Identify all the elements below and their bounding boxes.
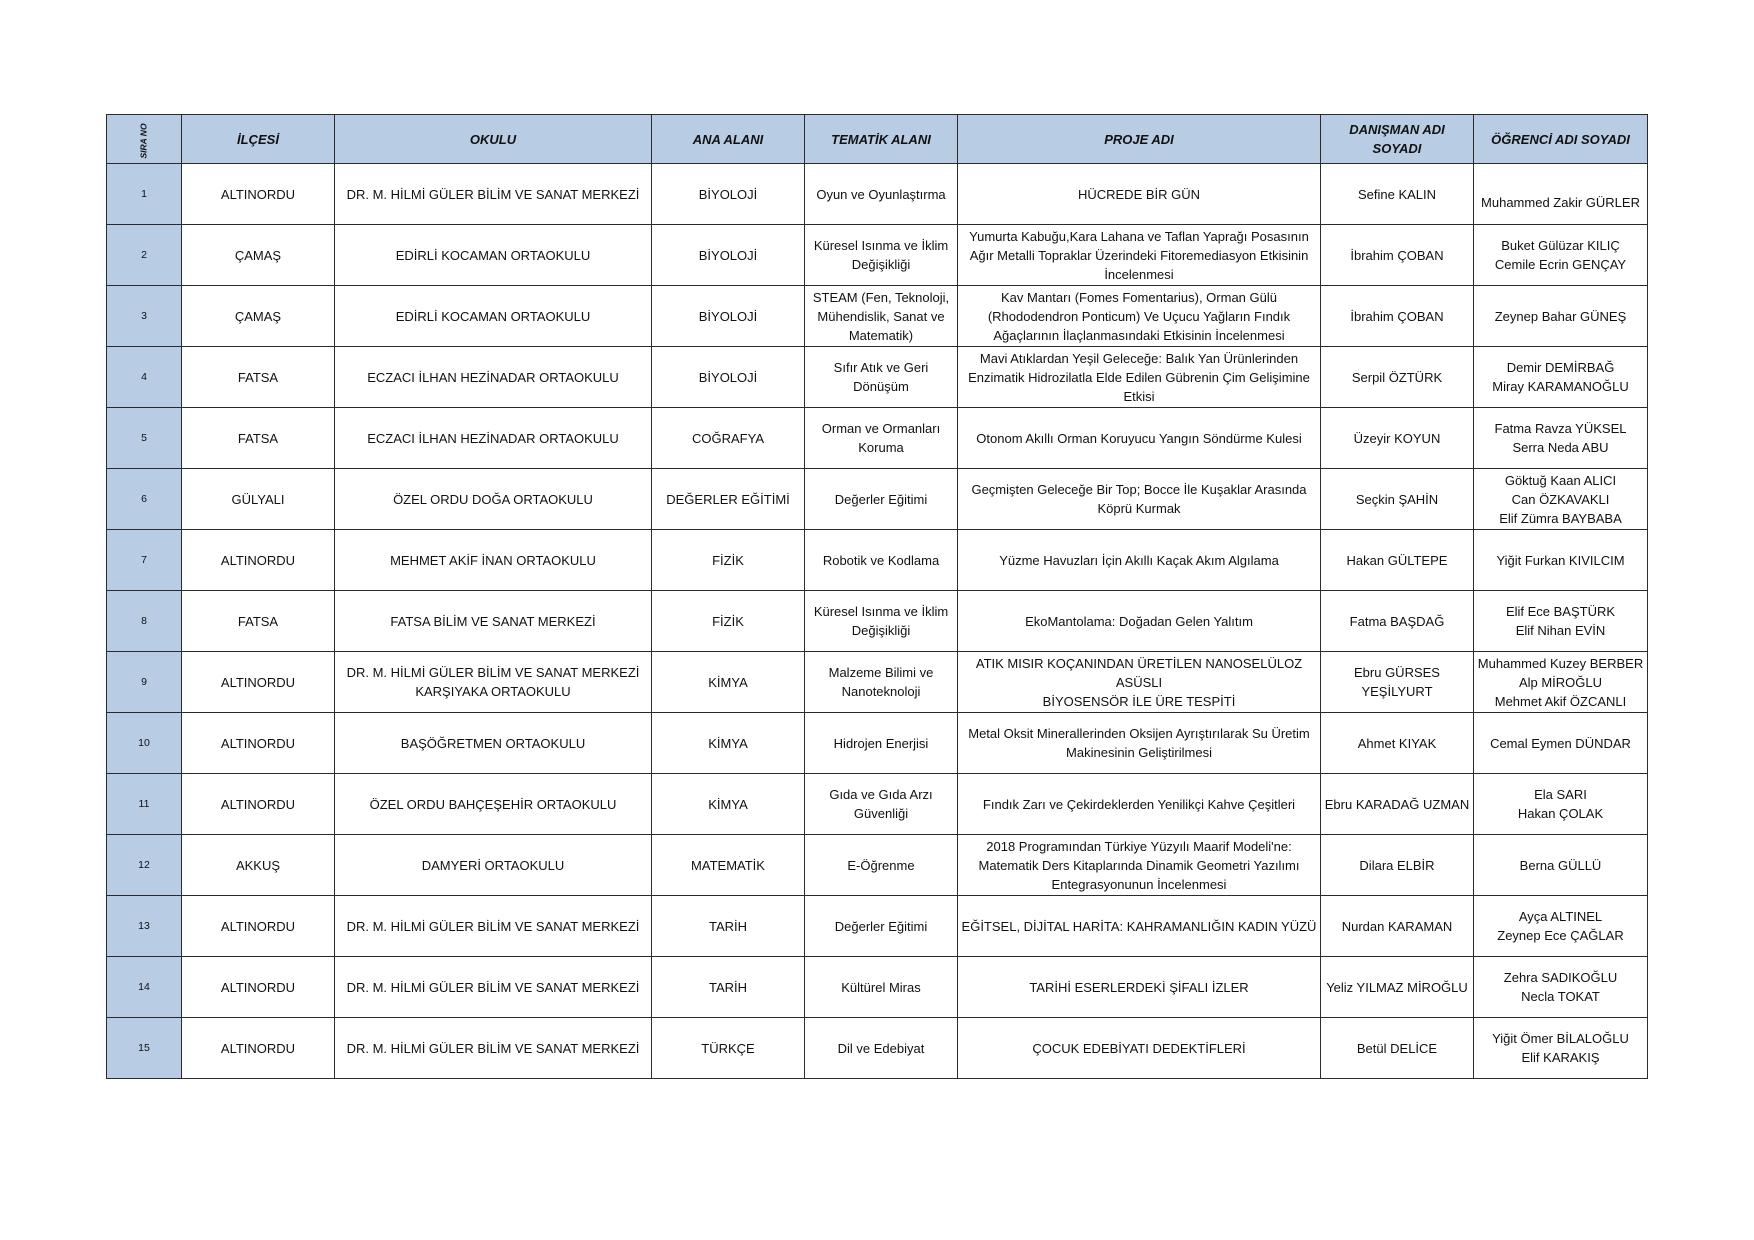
cell-okul: ÖZEL ORDU DOĞA ORTAOKULU (335, 469, 652, 530)
cell-proje-adi: EĞİTSEL, DİJİTAL HARİTA: KAHRAMANLIĞIN KADIN YÜZÜ (958, 896, 1321, 957)
cell-proje-adi: Metal Oksit Minerallerinden Oksijen Ayrıştırılarak Su Üretim Makinesinin Geliştirilmesi (958, 713, 1321, 774)
cell-tematik-alan: E-Öğrenme (805, 835, 958, 896)
cell-ogrenci: Cemal Eymen DÜNDAR (1474, 713, 1648, 774)
cell-tematik-alan: Gıda ve Gıda Arzı Güvenliği (805, 774, 958, 835)
cell-sira-no: 6 (107, 469, 182, 530)
table-row (107, 347, 1648, 408)
cell-okul: DAMYERİ ORTAOKULU (335, 835, 652, 896)
cell-sira-no: 5 (107, 408, 182, 469)
cell-danisman: Üzeyir KOYUN (1321, 408, 1474, 469)
cell-okul: ECZACI İLHAN HEZİNADAR ORTAOKULU (335, 408, 652, 469)
cell-okul: BAŞÖĞRETMEN ORTAOKULU (335, 713, 652, 774)
cell-sira-no: 14 (107, 957, 182, 1018)
cell-ogrenci: Göktuğ Kaan ALICI Can ÖZKAVAKLI Elif Zümra BAYBABA (1474, 469, 1648, 530)
cell-tematik-alan: Oyun ve Oyunlaştırma (805, 164, 958, 225)
cell-ilce: FATSA (182, 408, 335, 469)
cell-proje-adi: Yumurta Kabuğu,Kara Lahana ve Taflan Yaprağı Posasının Ağır Metalli Topraklar Üzerindeki Fitoremediasyon Etkisinin İncelenmesi (958, 225, 1321, 286)
table-row (107, 957, 1648, 1018)
cell-ogrenci: Ela SARI Hakan ÇOLAK (1474, 774, 1648, 835)
cell-ana-alan: BİYOLOJİ (652, 347, 805, 408)
cell-ogrenci: Elif Ece BAŞTÜRK Elif Nihan EVİN (1474, 591, 1648, 652)
table-row (107, 652, 1648, 713)
cell-danisman: Yeliz YILMAZ MİROĞLU (1321, 957, 1474, 1018)
header-ilce: İLÇESİ (182, 115, 335, 164)
cell-danisman: Dilara ELBİR (1321, 835, 1474, 896)
cell-ilce: ALTINORDU (182, 164, 335, 225)
cell-danisman: Betül DELİCE (1321, 1018, 1474, 1079)
table-row (107, 530, 1648, 591)
cell-ogrenci: Berna GÜLLÜ (1474, 835, 1648, 896)
table-row (107, 1018, 1648, 1079)
cell-sira-no: 15 (107, 1018, 182, 1079)
header-ogrenci: ÖĞRENCİ ADI SOYADI (1474, 115, 1648, 164)
cell-ilce: FATSA (182, 347, 335, 408)
cell-ana-alan: FİZİK (652, 591, 805, 652)
cell-ogrenci: Yiğit Furkan KIVILCIM (1474, 530, 1648, 591)
cell-tematik-alan: Orman ve Ormanları Koruma (805, 408, 958, 469)
cell-ana-alan: TÜRKÇE (652, 1018, 805, 1079)
cell-proje-adi: Otonom Akıllı Orman Koruyucu Yangın Söndürme Kulesi (958, 408, 1321, 469)
cell-okul: FATSA BİLİM VE SANAT MERKEZİ (335, 591, 652, 652)
cell-ilce: ALTINORDU (182, 1018, 335, 1079)
cell-ogrenci (1474, 164, 1648, 225)
header-proje-adi: PROJE ADI (958, 115, 1321, 164)
table-row (107, 286, 1648, 347)
table-row (107, 225, 1648, 286)
cell-ogrenci: Buket Gülüzar KILIÇ Cemile Ecrin GENÇAY (1474, 225, 1648, 286)
header-sira-no-label: SIRA NO (138, 122, 149, 159)
cell-danisman: Ahmet KIYAK (1321, 713, 1474, 774)
table-row (107, 774, 1648, 835)
cell-danisman: Nurdan KARAMAN (1321, 896, 1474, 957)
cell-ana-alan: KİMYA (652, 713, 805, 774)
cell-proje-adi: Kav Mantarı (Fomes Fomentarius), Orman Gülü (Rhododendron Ponticum) Ve Uçucu Yağların Fındık Ağaçlarının İlaçlanmasındaki Etkisinin İncelenmesi (958, 286, 1321, 347)
project-list-sheet (106, 114, 1648, 1079)
cell-tematik-alan: Dil ve Edebiyat (805, 1018, 958, 1079)
cell-ogrenci: Muhammed Kuzey BERBER Alp MİROĞLU Mehmet Akif ÖZCANLI (1474, 652, 1648, 713)
cell-ilce: ALTINORDU (182, 530, 335, 591)
cell-ana-alan: BİYOLOJİ (652, 286, 805, 347)
cell-sira-no: 3 (107, 286, 182, 347)
table-row (107, 835, 1648, 896)
cell-danisman: Hakan GÜLTEPE (1321, 530, 1474, 591)
cell-tematik-alan: Robotik ve Kodlama (805, 530, 958, 591)
cell-okul: EDİRLİ KOCAMAN ORTAOKULU (335, 286, 652, 347)
cell-ogrenci-text: Muhammed Zakir GÜRLER (1481, 194, 1640, 210)
cell-ogrenci: Zehra SADIKOĞLU Necla TOKAT (1474, 957, 1648, 1018)
header-sira-no (107, 115, 182, 164)
cell-okul: DR. M. HİLMİ GÜLER BİLİM VE SANAT MERKEZİ KARŞIYAKA ORTAOKULU (335, 652, 652, 713)
project-table (106, 114, 1648, 1079)
cell-ana-alan: BİYOLOJİ (652, 164, 805, 225)
cell-okul: MEHMET AKİF İNAN ORTAOKULU (335, 530, 652, 591)
cell-ilce: ALTINORDU (182, 652, 335, 713)
table-row (107, 896, 1648, 957)
cell-danisman: Sefine KALIN (1321, 164, 1474, 225)
cell-sira-no: 11 (107, 774, 182, 835)
cell-proje-adi: Mavi Atıklardan Yeşil Geleceğe: Balık Yan Ürünlerinden Enzimatik Hidrozilatla Elde Edilen Gübrenin Çim Gelişimine Etkisi (958, 347, 1321, 408)
cell-sira-no: 1 (107, 164, 182, 225)
cell-tematik-alan: STEAM (Fen, Teknoloji, Mühendislik, Sanat ve Matematik) (805, 286, 958, 347)
cell-ana-alan: BİYOLOJİ (652, 225, 805, 286)
cell-danisman: Seçkin ŞAHİN (1321, 469, 1474, 530)
cell-ilce: ÇAMAŞ (182, 225, 335, 286)
cell-okul: EDİRLİ KOCAMAN ORTAOKULU (335, 225, 652, 286)
cell-sira-no: 9 (107, 652, 182, 713)
table-row (107, 591, 1648, 652)
cell-ana-alan: MATEMATİK (652, 835, 805, 896)
cell-proje-adi: ÇOCUK EDEBİYATI DEDEKTİFLERİ (958, 1018, 1321, 1079)
cell-danisman: Ebru GÜRSES YEŞİLYURT (1321, 652, 1474, 713)
cell-tematik-alan: Değerler Eğitimi (805, 896, 958, 957)
cell-ilce: ALTINORDU (182, 774, 335, 835)
cell-ana-alan: FİZİK (652, 530, 805, 591)
cell-ogrenci: Yiğit Ömer BİLALOĞLU Elif KARAKIŞ (1474, 1018, 1648, 1079)
cell-okul: DR. M. HİLMİ GÜLER BİLİM VE SANAT MERKEZİ (335, 1018, 652, 1079)
cell-ilce: ÇAMAŞ (182, 286, 335, 347)
cell-tematik-alan: Kültürel Miras (805, 957, 958, 1018)
cell-ilce: GÜLYALI (182, 469, 335, 530)
cell-sira-no: 4 (107, 347, 182, 408)
cell-ogrenci: Ayça ALTINEL Zeynep Ece ÇAĞLAR (1474, 896, 1648, 957)
cell-tematik-alan: Değerler Eğitimi (805, 469, 958, 530)
cell-danisman: Serpil ÖZTÜRK (1321, 347, 1474, 408)
cell-okul: DR. M. HİLMİ GÜLER BİLİM VE SANAT MERKEZİ (335, 957, 652, 1018)
cell-ana-alan: KİMYA (652, 652, 805, 713)
cell-ogrenci: Demir DEMİRBAĞ Miray KARAMANOĞLU (1474, 347, 1648, 408)
cell-ogrenci: Fatma Ravza YÜKSEL Serra Neda ABU (1474, 408, 1648, 469)
cell-ogrenci: Zeynep Bahar GÜNEŞ (1474, 286, 1648, 347)
cell-ana-alan: DEĞERLER EĞİTİMİ (652, 469, 805, 530)
cell-proje-adi: ATIK MISIR KOÇANINDAN ÜRETİLEN NANOSELÜLOZ ASÜSLI BİYOSENSÖR İLE ÜRE TESPİTİ (958, 652, 1321, 713)
cell-danisman: İbrahim ÇOBAN (1321, 286, 1474, 347)
cell-tematik-alan: Küresel Isınma ve İklim Değişikliği (805, 591, 958, 652)
table-row (107, 164, 1648, 225)
header-ana-alan: ANA ALANI (652, 115, 805, 164)
cell-ilce: ALTINORDU (182, 957, 335, 1018)
cell-ilce: ALTINORDU (182, 896, 335, 957)
cell-sira-no: 10 (107, 713, 182, 774)
header-okul: OKULU (335, 115, 652, 164)
cell-tematik-alan: Hidrojen Enerjisi (805, 713, 958, 774)
cell-tematik-alan: Malzeme Bilimi ve Nanoteknoloji (805, 652, 958, 713)
table-row (107, 408, 1648, 469)
cell-danisman: Ebru KARADAĞ UZMAN (1321, 774, 1474, 835)
table-row (107, 713, 1648, 774)
cell-danisman: Fatma BAŞDAĞ (1321, 591, 1474, 652)
cell-ana-alan: TARİH (652, 957, 805, 1018)
cell-danisman: İbrahim ÇOBAN (1321, 225, 1474, 286)
cell-okul: DR. M. HİLMİ GÜLER BİLİM VE SANAT MERKEZİ (335, 896, 652, 957)
cell-ilce: FATSA (182, 591, 335, 652)
cell-sira-no: 13 (107, 896, 182, 957)
cell-ana-alan: KİMYA (652, 774, 805, 835)
cell-sira-no: 7 (107, 530, 182, 591)
header-tematik-alan: TEMATİK ALANI (805, 115, 958, 164)
cell-proje-adi: HÜCREDE BİR GÜN (958, 164, 1321, 225)
cell-sira-no: 12 (107, 835, 182, 896)
cell-proje-adi: EkoMantolama: Doğadan Gelen Yalıtım (958, 591, 1321, 652)
cell-proje-adi: Geçmişten Geleceğe Bir Top; Bocce İle Kuşaklar Arasında Köprü Kurmak (958, 469, 1321, 530)
cell-ana-alan: TARİH (652, 896, 805, 957)
cell-okul: DR. M. HİLMİ GÜLER BİLİM VE SANAT MERKEZİ (335, 164, 652, 225)
cell-proje-adi: 2018 Programından Türkiye Yüzyılı Maarif Modeli'ne: Matematik Ders Kitaplarında Dinamik Geometri Yazılımı Entegrasyonunun İncelenmesi (958, 835, 1321, 896)
cell-ilce: AKKUŞ (182, 835, 335, 896)
cell-proje-adi: TARİHİ ESERLERDEKİ ŞİFALI İZLER (958, 957, 1321, 1018)
header-row (107, 115, 1648, 164)
cell-ana-alan: COĞRAFYA (652, 408, 805, 469)
cell-sira-no: 8 (107, 591, 182, 652)
cell-ilce: ALTINORDU (182, 713, 335, 774)
cell-proje-adi: Fındık Zarı ve Çekirdeklerden Yenilikçi Kahve Çeşitleri (958, 774, 1321, 835)
header-danisman: DANIŞMAN ADI SOYADI (1321, 115, 1474, 164)
cell-tematik-alan: Sıfır Atık ve Geri Dönüşüm (805, 347, 958, 408)
cell-tematik-alan: Küresel Isınma ve İklim Değişikliği (805, 225, 958, 286)
cell-okul: ÖZEL ORDU BAHÇEŞEHİR ORTAOKULU (335, 774, 652, 835)
table-row (107, 469, 1648, 530)
cell-proje-adi: Yüzme Havuzları İçin Akıllı Kaçak Akım Algılama (958, 530, 1321, 591)
cell-okul: ECZACI İLHAN HEZİNADAR ORTAOKULU (335, 347, 652, 408)
cell-sira-no: 2 (107, 225, 182, 286)
